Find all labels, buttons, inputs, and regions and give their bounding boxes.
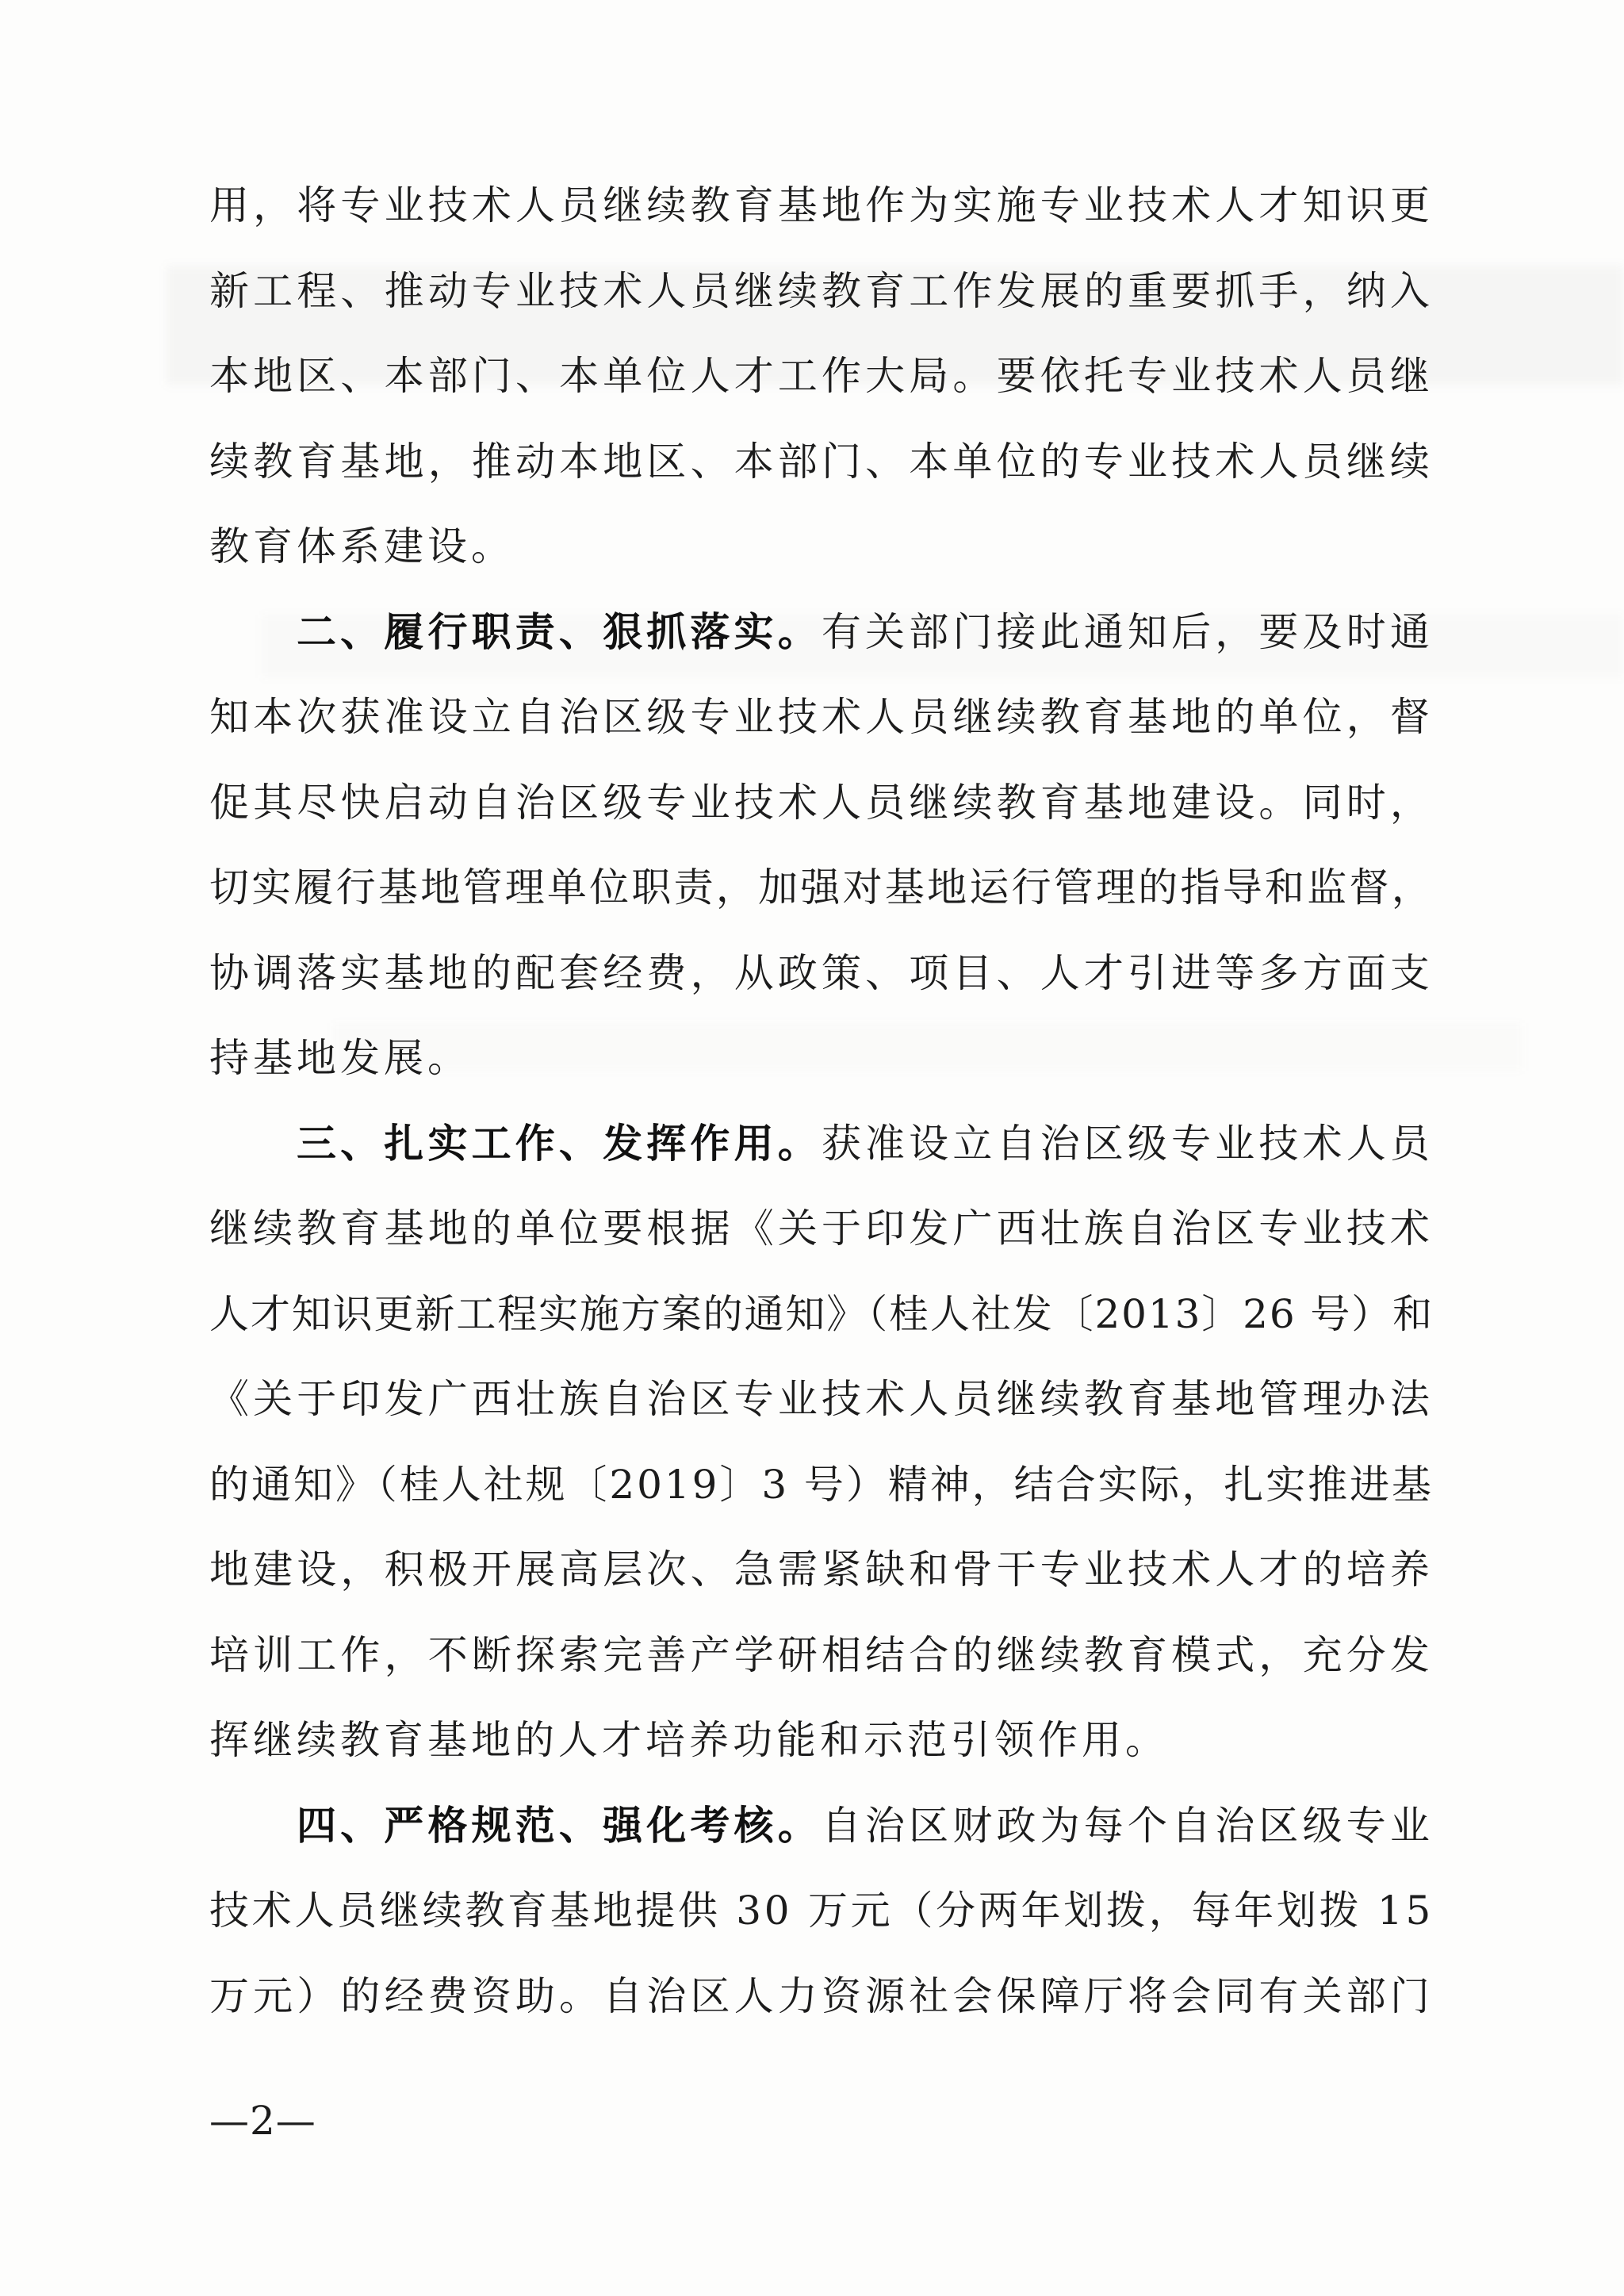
- line-text: 促其尽快启动自治区级专业技术人员继续教育基地建设。同时，: [209, 779, 1434, 826]
- line-text: 的通知》（桂人社规〔2019〕3 号）精神，结合实际，扎实推进基: [209, 1461, 1434, 1508]
- text-line: [209, 1954, 1434, 2040]
- line-text: 本地区、本部门、本单位人才工作大局。要依托专业技术人员继: [209, 353, 1434, 399]
- section-heading: 三、扎实工作、发挥作用。: [297, 1120, 822, 1167]
- section-first-line: [297, 1102, 1434, 1187]
- line-text: 持基地发展。: [209, 1035, 471, 1081]
- line-text: 挥继续教育基地的人才培养功能和示范引领作用。: [209, 1717, 1169, 1763]
- line-text: 《关于印发广西壮族自治区专业技术人员继续教育基地管理办法: [209, 1376, 1434, 1422]
- text-line: [209, 1016, 1434, 1102]
- text-line: [209, 1357, 1434, 1443]
- line-text: 续教育基地，推动本地区、本部门、本单位的专业技术人员继续: [209, 438, 1434, 485]
- text-line: [209, 1613, 1434, 1699]
- line-text: 地建设，积极开展高层次、急需紧缺和骨干专业技术人才的培养: [209, 1547, 1434, 1593]
- section-first-line: [297, 1784, 1434, 1869]
- line-text: [297, 590, 1434, 676]
- text-line: [209, 1869, 1434, 1954]
- line-text-run: 有关部门接此通知后，要及时通: [821, 608, 1434, 655]
- text-line: [209, 249, 1434, 335]
- line-text: 人才知识更新工程实施方案的通知》（桂人社发〔2013〕26 号）和: [209, 1290, 1434, 1337]
- text-line: [209, 334, 1434, 420]
- section-heading: 二、履行职责、狠抓落实。: [297, 608, 822, 655]
- line-text: 技术人员继续教育基地提供 30 万元（分两年划拨，每年划拨 15: [209, 1888, 1434, 1934]
- line-text: [297, 1102, 1434, 1187]
- line-text: 切实履行基地管理单位职责，加强对基地运行管理的指导和监督，: [209, 864, 1434, 910]
- text-line: [209, 1186, 1434, 1272]
- text-line: [209, 163, 1434, 249]
- line-text: [297, 1784, 1434, 1869]
- line-text-run: 自治区财政为每个自治区级专业: [821, 1802, 1434, 1849]
- text-line: [209, 931, 1434, 1017]
- line-text: 新工程、推动专业技术人员继续教育工作发展的重要抓手，纳入: [209, 267, 1434, 314]
- line-text: 万元）的经费资助。自治区人力资源社会保障厅将会同有关部门: [209, 1972, 1434, 2019]
- page-number: —2—: [209, 2098, 316, 2144]
- section-heading: 四、严格规范、强化考核。: [297, 1802, 822, 1849]
- text-line: [209, 1272, 1434, 1358]
- line-text: 用，将专业技术人员继续教育基地作为实施专业技术人才知识更: [209, 182, 1434, 228]
- text-line: [209, 1698, 1434, 1784]
- line-text: 协调落实基地的配套经费，从政策、项目、人才引进等多方面支: [209, 949, 1434, 996]
- line-text: 教育体系建设。: [209, 523, 515, 569]
- line-text: 继续教育基地的单位要根据《关于印发广西壮族自治区专业技术: [209, 1205, 1434, 1251]
- text-line: [209, 761, 1434, 846]
- text-line: [209, 420, 1434, 505]
- text-line: [209, 845, 1434, 931]
- document-body: [209, 163, 1434, 2039]
- text-line: [209, 675, 1434, 761]
- text-line: [209, 1443, 1434, 1528]
- line-text: 知本次获准设立自治区级专业技术人员继续教育基地的单位，督: [209, 694, 1434, 740]
- text-line: [209, 1527, 1434, 1613]
- text-line: [209, 504, 1434, 590]
- line-text: 培训工作，不断探索完善产学研相结合的继续教育模式，充分发: [209, 1631, 1434, 1678]
- section-first-line: [297, 590, 1434, 676]
- line-text-run: 获准设立自治区级专业技术人员: [821, 1120, 1434, 1167]
